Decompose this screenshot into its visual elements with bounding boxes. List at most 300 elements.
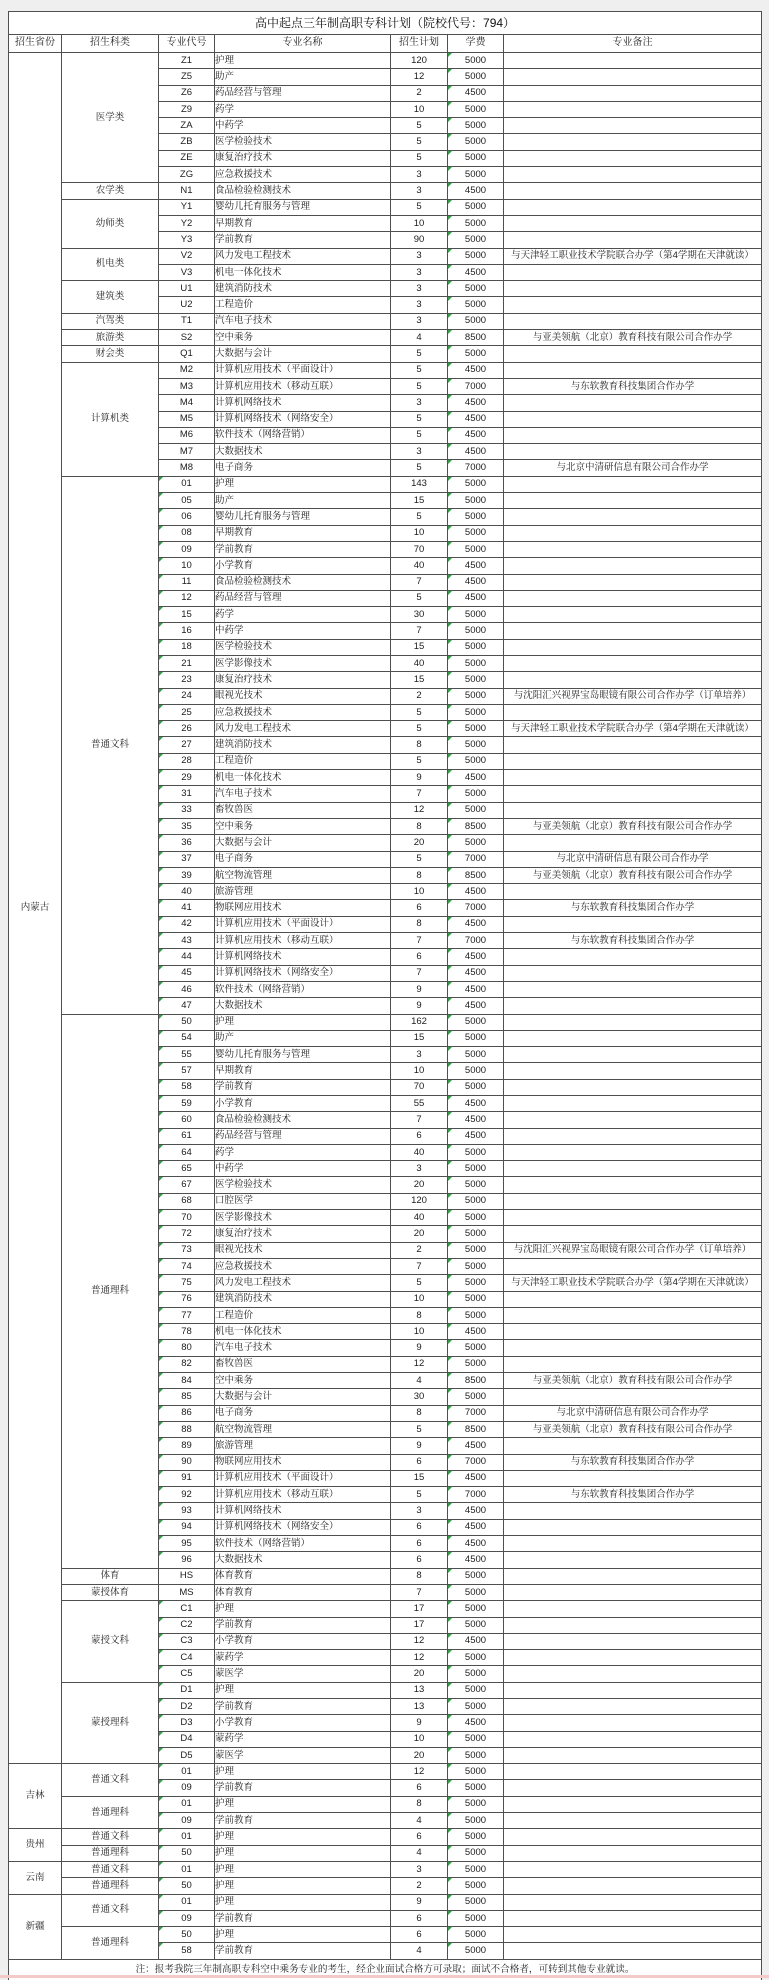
excel-flag-icon xyxy=(448,200,452,204)
tuition-cell xyxy=(448,998,504,1014)
major-code-cell xyxy=(159,1894,215,1910)
plan-cell xyxy=(391,118,448,134)
remark-cell xyxy=(504,1894,762,1910)
excel-flag-icon xyxy=(448,623,452,627)
remark-cell xyxy=(504,1943,762,1959)
excel-flag-icon xyxy=(159,1406,163,1410)
plan-cell xyxy=(391,1829,448,1845)
major-name-cell-text: 电子商务 xyxy=(215,1407,254,1419)
major-name-cell-text: 学前教育 xyxy=(215,1782,254,1794)
remark-cell xyxy=(504,998,762,1014)
remark-cell xyxy=(504,134,762,150)
category-cell-text: 普通理科 xyxy=(90,1806,129,1818)
tuition-cell xyxy=(448,721,504,737)
plan-cell-text: 9 xyxy=(416,1716,422,1728)
tuition-cell xyxy=(448,411,504,427)
major-name-cell-text: 工程造价 xyxy=(215,1309,254,1321)
remark-cell xyxy=(504,1487,762,1503)
major-name-cell-text: 眼视光技术 xyxy=(215,1244,263,1256)
excel-flag-icon xyxy=(448,1047,452,1051)
remark-cell xyxy=(504,851,762,867)
major-code-cell-text: Y1 xyxy=(180,201,193,213)
plan-cell xyxy=(391,1650,448,1666)
major-code-cell xyxy=(159,851,215,867)
province-cell xyxy=(9,1764,62,1829)
plan-cell-text: 5 xyxy=(416,853,422,865)
plan-cell xyxy=(391,167,448,183)
plan-cell-text: 5 xyxy=(416,429,422,441)
major-name-cell xyxy=(215,704,391,720)
major-name-cell-text: 旅游管理 xyxy=(215,885,254,897)
tuition-cell xyxy=(448,264,504,280)
tuition-cell xyxy=(448,1291,504,1307)
excel-flag-icon xyxy=(448,330,452,334)
major-name-cell-text: 计算机应用技术（平面设计） xyxy=(215,364,339,376)
tuition-cell xyxy=(448,427,504,443)
tuition-cell xyxy=(448,1112,504,1128)
plan-cell-text: 5 xyxy=(416,201,422,213)
major-name-cell xyxy=(215,199,391,215)
plan-cell-text: 12 xyxy=(413,1635,425,1647)
major-name-cell xyxy=(215,362,391,378)
plan-cell-text: 6 xyxy=(416,1521,422,1533)
major-name-cell xyxy=(215,1405,391,1421)
major-code-cell xyxy=(159,1242,215,1258)
tuition-cell-text: 4500 xyxy=(464,1113,487,1125)
excel-flag-icon xyxy=(448,900,452,904)
plan-cell xyxy=(391,933,448,949)
major-code-cell-text: V3 xyxy=(180,266,193,278)
excel-flag-icon xyxy=(448,118,452,122)
plan-cell xyxy=(391,297,448,313)
major-code-cell xyxy=(159,1568,215,1584)
major-name-cell xyxy=(215,313,391,329)
major-code-cell xyxy=(159,1878,215,1894)
tuition-cell-text: 5000 xyxy=(464,1733,487,1745)
plan-cell xyxy=(391,525,448,541)
major-name-cell xyxy=(215,1226,391,1242)
tuition-cell xyxy=(448,118,504,134)
remark-cell xyxy=(504,1650,762,1666)
excel-flag-icon xyxy=(159,1813,163,1817)
plan-cell xyxy=(391,851,448,867)
major-code-cell xyxy=(159,1584,215,1600)
plan-cell xyxy=(391,1193,448,1209)
plan-cell-text: 15 xyxy=(413,1472,425,1484)
major-code-cell-text: HS xyxy=(179,1570,194,1582)
tuition-cell xyxy=(448,818,504,834)
major-code-cell-text: 58 xyxy=(181,1945,192,1957)
major-code-cell-text: 24 xyxy=(181,690,192,702)
excel-flag-icon xyxy=(448,477,452,481)
excel-flag-icon xyxy=(448,1455,452,1459)
major-name-cell xyxy=(215,965,391,981)
table-row xyxy=(9,346,762,362)
excel-flag-icon xyxy=(448,786,452,790)
remark-cell xyxy=(504,476,762,492)
excel-flag-icon xyxy=(159,689,163,693)
plan-cell xyxy=(391,981,448,997)
plan-cell xyxy=(391,427,448,443)
excel-flag-icon xyxy=(448,705,452,709)
tuition-cell xyxy=(448,1063,504,1079)
major-code-cell-text: 35 xyxy=(181,820,192,832)
excel-flag-icon xyxy=(159,1422,163,1426)
excel-flag-icon xyxy=(159,705,163,709)
tuition-cell xyxy=(448,770,504,786)
tuition-cell xyxy=(448,1764,504,1780)
table-row xyxy=(9,1601,762,1617)
excel-flag-icon xyxy=(448,656,452,660)
plan-cell-text: 7 xyxy=(416,967,422,979)
category-cell xyxy=(62,183,159,199)
tuition-cell-text: 5000 xyxy=(464,527,487,539)
plan-cell-text: 5 xyxy=(416,413,422,425)
plan-cell xyxy=(391,1894,448,1910)
remark-cell xyxy=(504,1552,762,1568)
plan-cell-text: 12 xyxy=(413,1651,425,1663)
major-name-cell-text: 护理 xyxy=(215,1602,235,1614)
tuition-cell-text: 4500 xyxy=(464,1325,487,1337)
major-code-cell xyxy=(159,1030,215,1046)
plan-cell xyxy=(391,1813,448,1829)
tuition-cell xyxy=(448,53,504,69)
remark-cell xyxy=(504,590,762,606)
remark-cell xyxy=(504,1813,762,1829)
major-name-cell xyxy=(215,1291,391,1307)
excel-flag-icon xyxy=(448,1015,452,1019)
major-name-cell xyxy=(215,835,391,851)
tuition-cell-text: 5000 xyxy=(464,1798,487,1810)
major-code-cell-text: 18 xyxy=(181,641,192,653)
excel-flag-icon xyxy=(159,852,163,856)
tuition-cell xyxy=(448,1128,504,1144)
major-name-cell-text: 医学影像技术 xyxy=(215,657,273,669)
major-name-cell xyxy=(215,1242,391,1258)
excel-flag-icon xyxy=(159,884,163,888)
major-name-cell-text: 护理 xyxy=(215,54,235,66)
major-code-cell xyxy=(159,215,215,231)
tuition-cell-text: 5000 xyxy=(464,510,487,522)
remark-cell xyxy=(504,835,762,851)
excel-flag-icon xyxy=(448,607,452,611)
tuition-cell-text: 5000 xyxy=(464,315,487,327)
plan-cell-text: 8 xyxy=(416,1798,422,1810)
major-code-cell xyxy=(159,264,215,280)
plan-cell xyxy=(391,1698,448,1714)
major-code-cell xyxy=(159,835,215,851)
major-code-cell-text: 12 xyxy=(181,592,192,604)
major-name-cell xyxy=(215,590,391,606)
excel-flag-icon xyxy=(448,428,452,432)
plan-cell-text: 5 xyxy=(416,722,422,734)
excel-flag-icon xyxy=(448,1324,452,1328)
major-code-cell-text: U2 xyxy=(180,299,193,311)
plan-cell-text: 8 xyxy=(416,820,422,832)
major-code-cell xyxy=(159,1063,215,1079)
plan-cell xyxy=(391,916,448,932)
plan-cell-text: 40 xyxy=(413,1211,425,1223)
plan-cell-text: 6 xyxy=(416,1456,422,1468)
plan-cell-text: 40 xyxy=(413,559,425,571)
major-name-cell xyxy=(215,1112,391,1128)
tuition-cell-text: 5000 xyxy=(464,494,487,506)
tuition-cell-text: 5000 xyxy=(464,1048,487,1060)
remark-cell xyxy=(504,215,762,231)
major-code-cell-text: 01 xyxy=(181,1798,192,1810)
excel-flag-icon xyxy=(448,493,452,497)
category-cell xyxy=(62,199,159,248)
major-code-cell-text: 01 xyxy=(181,478,192,490)
tuition-cell-text: 4500 xyxy=(464,1130,487,1142)
tuition-cell xyxy=(448,1030,504,1046)
plan-cell xyxy=(391,444,448,460)
major-code-cell-text: 46 xyxy=(181,983,192,995)
major-name-cell xyxy=(215,1210,391,1226)
major-code-cell xyxy=(159,786,215,802)
major-name-cell xyxy=(215,215,391,231)
major-code-cell-text: Z6 xyxy=(180,87,193,99)
major-code-cell xyxy=(159,737,215,753)
major-name-cell-text: 计算机应用技术（平面设计） xyxy=(215,918,339,930)
plan-cell-text: 8 xyxy=(416,1309,422,1321)
table-row xyxy=(9,1845,762,1861)
major-name-cell-text: 建筑消防技术 xyxy=(215,739,273,751)
tuition-cell-text: 5000 xyxy=(464,136,487,148)
tuition-cell xyxy=(448,150,504,166)
tuition-cell-text: 5000 xyxy=(464,1162,487,1174)
remark-cell-text: 与东软教育科技集团合作办学 xyxy=(570,934,695,946)
remark-cell xyxy=(504,623,762,639)
major-name-cell xyxy=(215,1128,391,1144)
tuition-cell-text: 8500 xyxy=(464,1374,487,1386)
excel-flag-icon xyxy=(159,819,163,823)
tuition-cell xyxy=(448,1193,504,1209)
major-code-cell-text: C3 xyxy=(180,1635,193,1647)
major-code-cell xyxy=(159,1617,215,1633)
major-name-cell-text: 医学检验技术 xyxy=(215,136,273,148)
major-code-cell-text: ZA xyxy=(180,119,193,131)
excel-flag-icon xyxy=(448,1373,452,1377)
tuition-cell xyxy=(448,85,504,101)
tuition-cell-text: 4500 xyxy=(464,429,487,441)
major-name-cell xyxy=(215,1796,391,1812)
major-name-cell-text: 软件技术（网络营销） xyxy=(215,429,311,441)
excel-flag-icon xyxy=(159,526,163,530)
excel-flag-icon xyxy=(159,1177,163,1181)
tuition-cell xyxy=(448,1047,504,1063)
major-name-cell xyxy=(215,1356,391,1372)
tuition-cell-text: 5000 xyxy=(464,804,487,816)
tuition-cell-text: 5000 xyxy=(464,1391,487,1402)
major-code-cell-text: 61 xyxy=(181,1130,192,1142)
plan-cell-text: 70 xyxy=(413,543,425,555)
major-code-cell-text: ZG xyxy=(179,168,194,180)
major-code-cell xyxy=(159,1112,215,1128)
remark-cell-text: 与亚美领航（北京）教育科技有限公司合作办学 xyxy=(532,1374,733,1386)
tuition-cell xyxy=(448,1161,504,1177)
remark-cell-text: 与东软教育科技集团合作办学 xyxy=(570,380,695,392)
category-cell-text: 建筑类 xyxy=(95,290,125,302)
major-name-cell-text: 医学检验技术 xyxy=(215,1179,273,1191)
major-name-cell xyxy=(215,476,391,492)
excel-flag-icon xyxy=(159,1666,163,1670)
remark-cell-text: 与北京中清研信息有限公司合作办学 xyxy=(556,853,709,865)
excel-flag-icon xyxy=(448,1422,452,1426)
remark-cell-text: 与沈阳汇兴视界宝岛眼镜有限公司合作办学（订单培养） xyxy=(513,1244,752,1256)
plan-cell xyxy=(391,101,448,117)
excel-flag-icon xyxy=(159,1732,163,1736)
plan-cell-text: 10 xyxy=(413,885,425,897)
excel-flag-icon xyxy=(448,1308,452,1312)
plan-cell-text: 162 xyxy=(411,1016,427,1028)
major-name-cell-text: 大数据技术 xyxy=(215,445,263,457)
major-code-cell xyxy=(159,509,215,525)
excel-flag-icon xyxy=(448,1161,452,1165)
tuition-cell-text: 5000 xyxy=(464,543,487,555)
major-name-cell xyxy=(215,1861,391,1877)
tuition-cell-text: 5000 xyxy=(464,119,487,131)
tuition-cell-text: 7000 xyxy=(464,1456,487,1468)
tuition-cell-text: 4500 xyxy=(464,413,487,425)
major-code-cell xyxy=(159,101,215,117)
plan-cell-text: 5 xyxy=(416,706,422,718)
major-name-cell-text: 蒙医学 xyxy=(215,1668,244,1680)
major-code-cell xyxy=(159,688,215,704)
category-cell xyxy=(62,346,159,362)
major-code-cell xyxy=(159,818,215,834)
plan-cell xyxy=(391,1910,448,1926)
tuition-cell xyxy=(448,1682,504,1698)
excel-flag-icon xyxy=(448,1552,452,1556)
plan-cell xyxy=(391,362,448,378)
excel-flag-icon xyxy=(448,1732,452,1736)
plan-cell xyxy=(391,476,448,492)
plan-cell-text: 5 xyxy=(416,348,422,359)
tuition-cell-text: 5000 xyxy=(464,1016,487,1028)
plan-cell xyxy=(391,607,448,623)
major-name-cell xyxy=(215,639,391,655)
major-code-cell xyxy=(159,346,215,362)
tuition-cell xyxy=(448,639,504,655)
tuition-cell xyxy=(448,1633,504,1649)
major-code-cell xyxy=(159,362,215,378)
plan-cell-text: 7 xyxy=(416,576,422,588)
major-name-cell-text: 学前教育 xyxy=(215,1945,254,1957)
plan-cell xyxy=(391,1291,448,1307)
plan-cell-text: 12 xyxy=(413,70,425,82)
major-name-cell-text: 护理 xyxy=(215,1765,235,1777)
major-code-cell xyxy=(159,150,215,166)
remark-cell xyxy=(504,1633,762,1649)
plan-cell-text: 8 xyxy=(416,1570,422,1582)
excel-flag-icon xyxy=(159,558,163,562)
plan-cell xyxy=(391,802,448,818)
excel-flag-icon xyxy=(159,1047,163,1051)
tuition-cell xyxy=(448,623,504,639)
excel-flag-icon xyxy=(159,1846,163,1850)
excel-flag-icon xyxy=(448,982,452,986)
excel-flag-icon xyxy=(159,1601,163,1605)
remark-cell xyxy=(504,1242,762,1258)
tuition-cell-text: 5000 xyxy=(464,1879,487,1891)
major-name-cell-text: 计算机网络技术 xyxy=(215,396,282,408)
tuition-cell xyxy=(448,607,504,623)
plan-cell-text: 120 xyxy=(411,1195,427,1207)
tuition-cell xyxy=(448,1845,504,1861)
col-header-major-name: 专业名称 xyxy=(215,35,391,53)
major-name-cell xyxy=(215,395,391,411)
tuition-cell-text: 5000 xyxy=(464,1863,487,1875)
table-row xyxy=(9,1764,762,1780)
tuition-cell xyxy=(448,1307,504,1323)
tuition-cell-text: 7000 xyxy=(464,380,487,392)
plan-cell-text: 10 xyxy=(413,1065,425,1077)
plan-cell xyxy=(391,1601,448,1617)
excel-flag-icon xyxy=(159,1063,163,1067)
remark-cell xyxy=(504,493,762,509)
major-name-cell xyxy=(215,1177,391,1193)
major-code-cell-text: 91 xyxy=(181,1472,192,1484)
excel-flag-icon xyxy=(448,346,452,350)
excel-flag-icon xyxy=(159,1324,163,1328)
remark-cell xyxy=(504,1112,762,1128)
plan-cell-text: 5 xyxy=(416,1488,422,1500)
tuition-cell-text: 5000 xyxy=(464,706,487,718)
major-name-cell-text: 大数据与会计 xyxy=(215,1391,273,1402)
plan-cell-text: 55 xyxy=(413,1097,425,1109)
excel-flag-icon xyxy=(448,1438,452,1442)
major-code-cell xyxy=(159,590,215,606)
remark-cell xyxy=(504,1780,762,1796)
excel-flag-icon xyxy=(448,86,452,90)
tuition-cell-text: 5000 xyxy=(464,152,487,164)
major-name-cell-text: 风力发电工程技术 xyxy=(215,250,292,262)
plan-cell-text: 6 xyxy=(416,1537,422,1549)
major-code-cell xyxy=(159,541,215,557)
excel-flag-icon xyxy=(159,998,163,1002)
plan-cell xyxy=(391,688,448,704)
excel-flag-icon xyxy=(159,1194,163,1198)
plan-cell-text: 6 xyxy=(416,1928,422,1940)
major-name-cell xyxy=(215,818,391,834)
tuition-cell-text: 5000 xyxy=(464,1211,487,1223)
major-name-cell-text: 应急救援技术 xyxy=(215,706,273,718)
major-name-cell-text: 婴幼儿托育服务与管理 xyxy=(215,1048,311,1060)
major-code-cell xyxy=(159,1666,215,1682)
tuition-cell-text: 5000 xyxy=(464,282,487,294)
major-code-cell-text: 16 xyxy=(181,625,192,637)
major-code-cell xyxy=(159,1747,215,1763)
tuition-cell-text: 5000 xyxy=(464,755,487,767)
major-code-cell xyxy=(159,444,215,460)
excel-flag-icon xyxy=(448,1194,452,1198)
remark-cell-text: 与北京中清研信息有限公司合作办学 xyxy=(556,462,709,474)
excel-flag-icon xyxy=(448,640,452,644)
col-header-major-code: 专业代号 xyxy=(159,35,215,53)
tuition-cell-text: 4500 xyxy=(464,999,487,1011)
major-name-cell xyxy=(215,607,391,623)
excel-flag-icon xyxy=(448,966,452,970)
major-code-cell xyxy=(159,1389,215,1405)
plan-cell-text: 20 xyxy=(413,1749,425,1761)
table-row xyxy=(9,199,762,215)
plan-cell xyxy=(391,85,448,101)
footnote-text: 注：报考我院三年制高职专科空中乘务专业的考生，经企业面试合格方可录取；面试不合格者，可转到其他专业就读。 xyxy=(135,1963,635,1975)
major-name-cell xyxy=(215,1715,391,1731)
plan-cell xyxy=(391,1242,448,1258)
major-name-cell-text: 计算机应用技术（移动互联） xyxy=(215,380,339,392)
